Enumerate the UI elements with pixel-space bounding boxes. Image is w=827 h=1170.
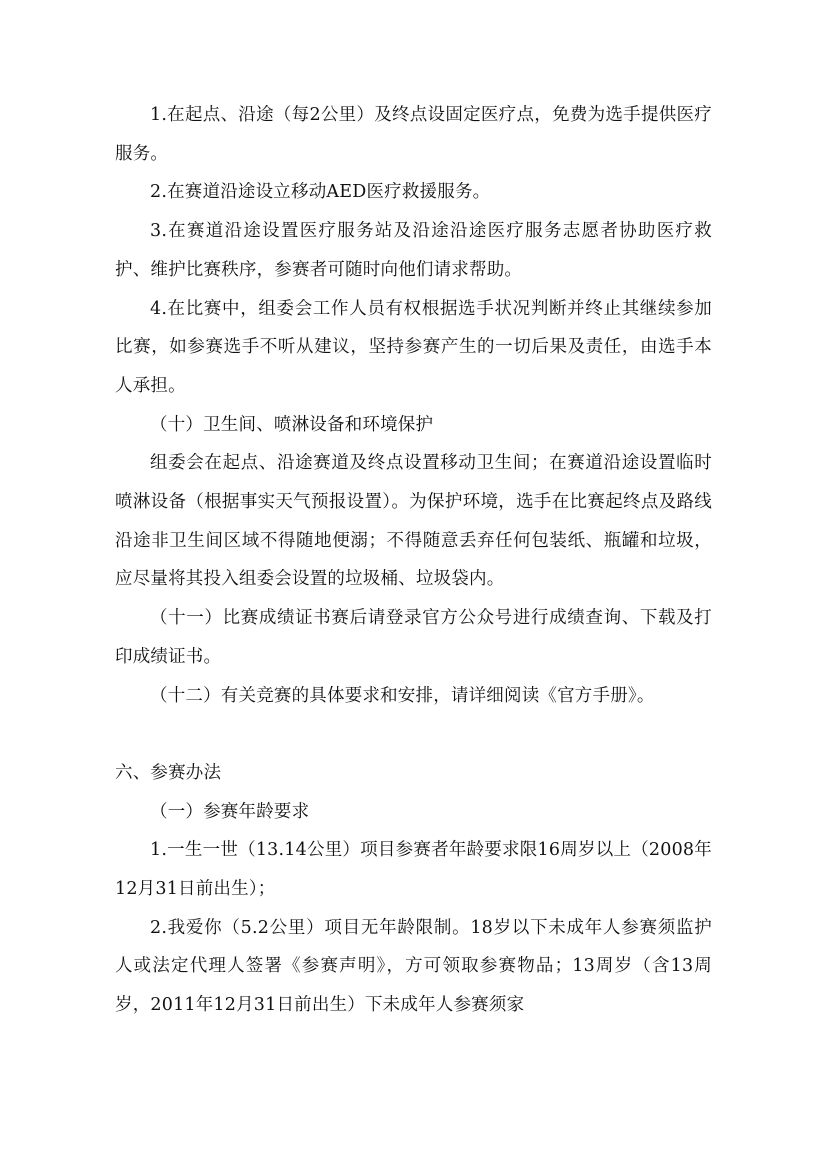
paragraph-restrooms-environment: 组委会在起点、沿途赛道及终点设置移动卫生间；在赛道沿途设置临时喷淋设备（根据事实天气预报设置）。为保护环境，选手在比赛起终点及路线沿途非卫生间区域不得随地便溺；不得随意丢弃任何包装纸、瓶罐和垃圾，应尽量将其投入组委会设置的垃圾桶、垃圾袋内。 [115, 453, 712, 590]
paragraph-medical-points: 1.在起点、沿途（每2公里）及终点设固定医疗点，免费为选手提供医疗服务。 [115, 105, 712, 164]
paragraph-medical-volunteers: 3.在赛道沿途设置医疗服务站及沿途沿途医疗服务志愿者协助医疗救护、维护比赛秩序，参赛者可随时向他们请求帮助。 [115, 221, 712, 280]
paragraph-age-13km: 1.一生一世（13.14公里）项目参赛者年龄要求限16周岁以上（2008年12月31日前出生）； [115, 840, 712, 900]
paragraph-staff-authority: 4.在比赛中，组委会工作人员有权根据选手状况判断并终止其继续参加比赛，如参赛选手不听从建议，坚持参赛产生的一切后果及责任，由选手本人承担。 [115, 298, 712, 396]
subheading-age-requirements: （一）参赛年龄要求 [150, 801, 310, 822]
document-body [115, 96, 712, 1025]
subheading-restrooms: （十）卫生间、喷淋设备和环境保护 [150, 414, 434, 435]
section-heading-participation: 六、参赛办法 [115, 762, 222, 783]
paragraph-official-handbook: （十二）有关竞赛的具体要求和安排，请详细阅读《官方手册》。 [150, 685, 655, 706]
paragraph-age-5km: 2.我爱你（5.2公里）项目无年龄限制。18岁以下未成年人参赛须监护人或法定代理人签署《参赛声明》，方可领取参赛物品；13周岁（含13周岁，2011年12月31日前出生）下未成年人参赛须家 [115, 917, 712, 1016]
paragraph-aed-service: 2.在赛道沿途设立移动AED医疗救援服务。 [150, 182, 491, 203]
paragraph-certificate: （十一）比赛成绩证书赛后请登录官方公众号进行成绩查询、下载及打印成绩证书。 [115, 608, 712, 667]
